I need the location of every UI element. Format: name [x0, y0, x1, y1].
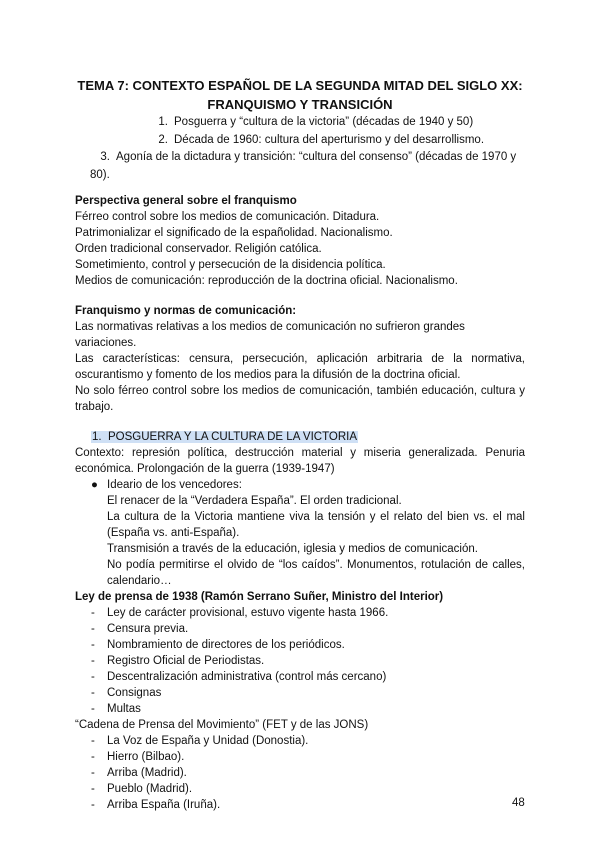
list-item-text: Ley de carácter provisional, estuvo vigente hasta 1966. [107, 607, 389, 619]
list-item [75, 765, 525, 781]
dash-icon: - [91, 671, 95, 683]
list-item-text: Arriba España (Iruña). [107, 799, 221, 811]
list-item [75, 669, 525, 685]
title-line-1: TEMA 7: CONTEXTO ESPAÑOL DE LA SEGUNDA MITAD DEL SIGLO XX: [77, 78, 523, 93]
table-of-contents [75, 114, 525, 184]
dash-icon: - [91, 623, 95, 635]
list-item [75, 637, 525, 653]
list-item-text: Arriba (Madrid). [107, 767, 187, 779]
dash-icon: - [91, 687, 95, 699]
toc-number: 1. [158, 116, 168, 128]
dash-icon: - [91, 607, 95, 619]
dash-icon: - [91, 751, 95, 763]
list-item [75, 749, 525, 765]
section-number: 1. [92, 431, 102, 443]
list-item-text: Hierro (Bilbao). [107, 751, 185, 763]
list-item [75, 701, 525, 717]
list-item [75, 621, 525, 637]
list-item [75, 733, 525, 749]
list-item-text: Pueblo (Madrid). [107, 783, 193, 795]
perspectiva-line: Orden tradicional conservador. Religión católica. [75, 243, 322, 255]
dash-icon: - [91, 799, 95, 811]
normas-paragraph: No solo férreo control sobre los medios de comunicación, también educación, cultura y trabajo. [75, 385, 525, 413]
normas-section [75, 303, 525, 415]
perspectiva-line: Medios de comunicación: reproducción de la doctrina oficial. Nacionalismo. [75, 275, 458, 287]
list-item-text: Descentralización administrativa (control más cercano) [107, 671, 387, 683]
list-item [75, 653, 525, 669]
list-item-text: Censura previa. [107, 623, 189, 635]
perspectiva-line: Sometimiento, control y persecución de la disidencia política. [75, 259, 386, 271]
title-line-2: FRANQUISMO Y TRANSICIÓN [207, 97, 393, 112]
toc-number: 2. [158, 133, 168, 146]
list-item [75, 797, 525, 813]
perspectiva-section [75, 193, 525, 289]
toc-item [75, 149, 525, 184]
list-item [75, 605, 525, 621]
dash-icon: - [91, 655, 95, 667]
perspectiva-heading: Perspectiva general sobre el franquismo [75, 195, 297, 207]
normas-heading: Franquismo y normas de comunicación: [75, 305, 297, 317]
list-item-text: Consignas [107, 687, 162, 699]
page-number: 48 [512, 797, 525, 809]
page-content [75, 76, 525, 813]
section-1-heading [75, 429, 525, 445]
dash-icon: - [91, 639, 95, 651]
dash-icon: - [91, 783, 95, 795]
perspectiva-line: Patrimonializar el significado de la españolidad. Nacionalismo. [75, 227, 393, 239]
toc-text: Década de 1960: cultura del aperturismo y del desarrollismo. [174, 133, 485, 146]
bullet-text: Ideario de los vencedores: [107, 479, 242, 491]
toc-item [75, 114, 525, 132]
list-item-text: Multas [107, 703, 141, 715]
perspectiva-line: Férreo control sobre los medios de comunicación. Ditadura. [75, 211, 380, 223]
ideario-line: Transmisión a través de la educación, iglesia y medios de comunicación. [107, 543, 478, 555]
ideario-line: No podía permitirse el olvido de “los caídos”. Monumentos, rotulación de calles, calendario… [107, 559, 525, 587]
section-title: POSGUERRA Y LA CULTURA DE LA VICTORIA [107, 431, 358, 443]
normas-paragraph: Las características: censura, persecución, aplicación arbitraria de la normativa, oscurantismo y fomento de los medios para la difusión de la doctrina oficial. [75, 353, 525, 381]
dash-icon: - [91, 767, 95, 779]
ideario-line: El renacer de la “Verdadera España”. El orden tradicional. [107, 495, 402, 507]
list-item [75, 685, 525, 701]
toc-text: Posguerra y “cultura de la victoria” (décadas de 1940 y 50) [174, 116, 474, 128]
toc-text: Agonía de la dictadura y transición: “cultura del consenso” (décadas de 1970 y 80). [90, 151, 517, 181]
cadena-heading: “Cadena de Prensa del Movimiento” (FET y de las JONS) [75, 719, 369, 731]
normas-paragraph: Las normativas relativas a los medios de comunicación no sufrieron grandes variaciones. [75, 321, 465, 349]
dash-icon: - [91, 703, 95, 715]
contexto-paragraph: Contexto: represión política, destrucción material y miseria generalizada. Penuria económica. Prolongación de la guerra (1939-1947) [75, 447, 525, 475]
toc-number: 3. [100, 151, 110, 163]
list-item [75, 781, 525, 797]
list-item-text: Registro Oficial de Periodistas. [107, 655, 265, 667]
ley-heading: Ley de prensa de 1938 (Ramón Serrano Suñer, Ministro del Interior) [75, 591, 444, 603]
dash-icon: - [91, 735, 95, 747]
toc-item [75, 132, 525, 150]
bullet-item [75, 477, 525, 493]
list-item-text: Nombramiento de directores de los periódicos. [107, 639, 345, 651]
ideario-line: La cultura de la Victoria mantiene viva la tensión y el relato del bien vs. el mal (España vs. anti-España). [107, 511, 525, 539]
bullet-icon: ● [91, 479, 98, 491]
list-item-text: La Voz de España y Unidad (Donostia). [107, 735, 309, 747]
document-title [75, 76, 525, 114]
